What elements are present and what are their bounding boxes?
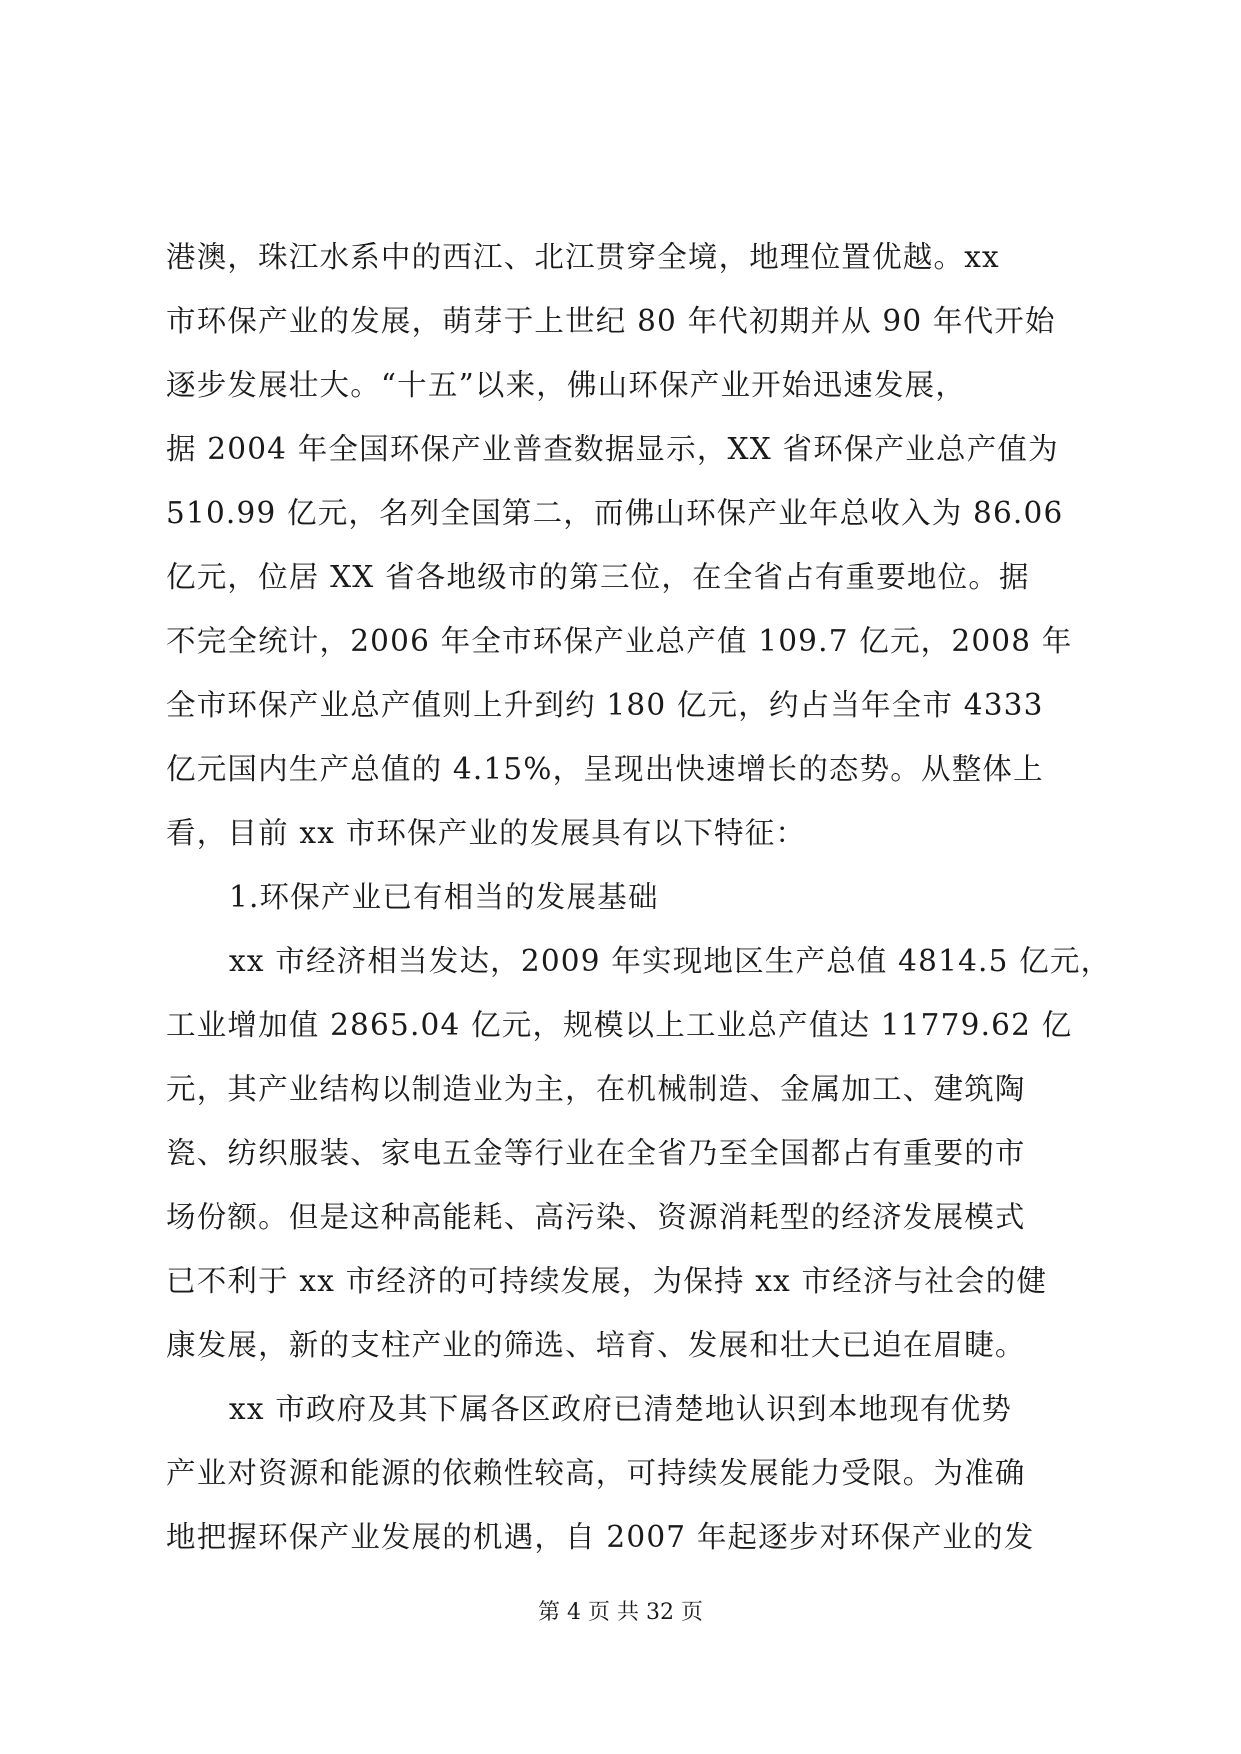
text-line: 瓷、纺织服装、家电五金等行业在全省乃至全国都占有重要的市 bbox=[166, 1136, 1026, 1170]
text-line: 市环保产业的发展，萌芽于上世纪 80 年代初期并从 90 年代开始 bbox=[166, 304, 1056, 338]
text-line: 已不利于 xx 市经济的可持续发展，为保持 xx 市经济与社会的健 bbox=[166, 1264, 1048, 1298]
text-line: 元，其产业结构以制造业为主，在机械制造、金属加工、建筑陶 bbox=[166, 1072, 1026, 1106]
text-line: xx 市政府及其下属各区政府已清楚地认识到本地现有优势 bbox=[229, 1392, 1013, 1426]
text-line: 据 2004 年全国环保产业普查数据显示，XX 省环保产业总产值为 bbox=[166, 432, 1059, 466]
text-line: 全市环保产业总产值则上升到约 180 亿元，约占当年全市 4333 bbox=[166, 688, 1044, 722]
section-heading: 1.环保产业已有相当的发展基础 bbox=[229, 880, 659, 914]
document-body bbox=[166, 225, 1112, 1569]
text-line: 510.99 亿元，名列全国第二，而佛山环保产业年总收入为 86.06 bbox=[166, 496, 1064, 530]
text-line: xx 市经济相当发达，2009 年实现地区生产总值 4814.5 亿元， bbox=[229, 944, 1112, 978]
text-line: 逐步发展壮大。“十五”以来，佛山环保产业开始迅速发展， bbox=[166, 368, 967, 402]
text-line: 亿元，位居 XX 省各地级市的第三位，在全省占有重要地位。据 bbox=[166, 560, 1030, 594]
text-line: 场份额。但是这种高能耗、高污染、资源消耗型的经济发展模式 bbox=[166, 1200, 1026, 1234]
text-line: 工业增加值 2865.04 亿元，规模以上工业总产值达 11779.62 亿 bbox=[166, 1008, 1073, 1042]
text-line: 地把握环保产业发展的机遇，自 2007 年起逐步对环保产业的发 bbox=[166, 1520, 1035, 1554]
text-line: 看，目前 xx 市环保产业的发展具有以下特征： bbox=[166, 816, 807, 850]
text-line: 不完全统计，2006 年全市环保产业总产值 109.7 亿元，2008 年 bbox=[166, 624, 1073, 658]
text-line: 康发展，新的支柱产业的筛选、培育、发展和壮大已迫在眉睫。 bbox=[166, 1328, 1026, 1362]
text-line: 产业对资源和能源的依赖性较高，可持续发展能力受限。为准确 bbox=[166, 1456, 1026, 1490]
page-number-footer: 第 4 页 共 32 页 bbox=[538, 1600, 703, 1625]
text-line: 港澳，珠江水系中的西江、北江贯穿全境，地理位置优越。xx bbox=[166, 240, 1000, 274]
text-line: 亿元国内生产总值的 4.15%，呈现出快速增长的态势。从整体上 bbox=[166, 752, 1044, 786]
